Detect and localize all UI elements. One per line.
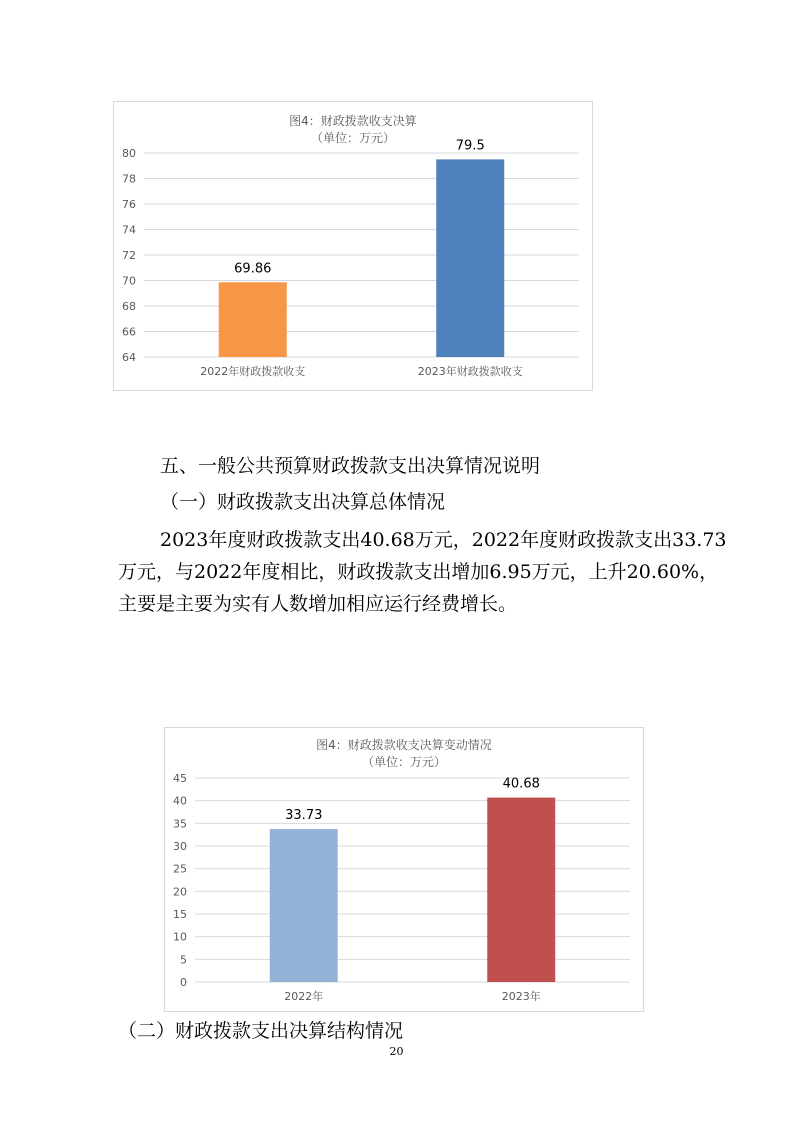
chart1-subtitle: （单位：万元） [310,131,395,145]
subheading-1: （一）财政拨款支出决算总体情况 [160,491,446,513]
chart1-ytick-label: 76 [122,198,136,211]
chart1-bar [436,159,504,357]
chart2-ytick-label: 35 [173,817,187,831]
chart2-ytick-label: 30 [173,840,187,853]
chart2-ytick-label: 15 [173,908,187,921]
chart2-ytick-label: 45 [173,772,187,785]
chart1-ytick-label: 78 [122,172,136,186]
chart2-svg [165,728,645,1013]
chart2-subtitle: （单位：万元） [361,755,446,769]
chart2-ytick-label: 25 [173,862,187,876]
chart1-title: 图4：财政拨款收支决算 [289,114,417,128]
chart1-ytick-label: 72 [122,249,136,262]
chart2-ytick-label: 20 [173,885,187,899]
chart1-bar [219,282,287,357]
chart1-xtick-label: 2022年财政拨款收支 [200,365,306,378]
chart1-ytick-label: 64 [122,351,136,364]
chart1-data-label: 69.86 [234,261,272,277]
chart2-xtick-label: 2022年 [284,990,324,1003]
chart1-svg [114,102,594,392]
chart1-ytick-label: 74 [122,223,136,237]
chart1-ytick-label: 70 [122,274,136,288]
chart1-ytick-label: 80 [122,147,136,160]
chart-fiscal-change [164,727,644,1012]
subheading-2: （二）财政拨款支出决算结构情况 [118,1020,404,1042]
chart-fiscal-income-expenditure [113,101,593,391]
chart1-data-label: 79.5 [455,138,485,154]
chart2-ytick-label: 5 [180,953,187,967]
chart1-xtick-label: 2023年财政拨款收支 [417,365,523,378]
chart2-bar [487,798,555,982]
chart2-ytick-label: 10 [173,930,187,944]
section-heading-5: 五、一般公共预算财政拨款支出决算情况说明 [160,455,541,477]
chart1-ytick-label: 68 [122,300,136,313]
chart2-ytick-label: 0 [180,976,187,989]
chart2-xtick-label: 2023年 [501,990,541,1003]
chart2-title: 图4：财政拨款收支决算变动情况 [316,738,492,752]
chart2-data-label: 33.73 [285,808,323,824]
chart2-ytick-label: 40 [173,794,187,808]
chart2-data-label: 40.68 [502,776,540,792]
chart2-bar [270,829,338,982]
paragraph-expenditure-summary: 2023年度财政拨款支出40.68万元，2022年度财政拨款支出33.73万元，与2022年度相比，财政拨款支出增加6.95万元，上升20.60%，主要是主要为实有人数增加相应运行经费增长。 [118,529,727,615]
page-number: 20 [389,1045,404,1058]
chart1-ytick-label: 66 [122,325,136,339]
